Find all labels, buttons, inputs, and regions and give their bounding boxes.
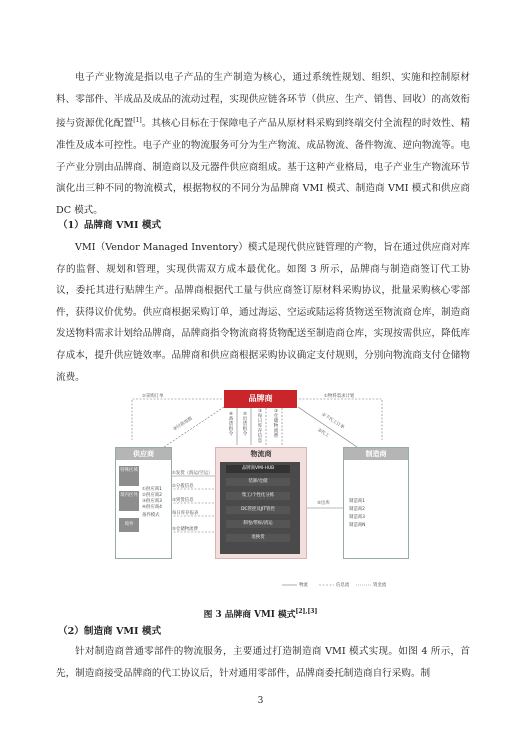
figure-caption [0, 607, 521, 620]
label-oem-order: ①下代工订单 [320, 412, 345, 431]
label-prep-instruction: ④备货指令 [228, 412, 234, 437]
paragraph-vmi: VMI（Vendor Managed Inventory）模式是现代供应链管理的产物，旨在通过供应商对库存的监督、规划和管理，实现供需双方成本最优化。如图 3 所示，品牌商与制造商签订代工协议，委托其进行贴牌生产。品牌商根据代工量与供应商签订原材料采购协议，批量采购核心零部件，获得议价优势。供应商根据采购订单，通过海运、空运或陆运将货物送至物流商仓库，制造商发送物料需求计划给品牌商，品牌商指令物流商将货物配送至制造商仓库，实现按需供应，降低库存成本，提升供应链效率。品牌商和供应商根据采购协议确定支付规则，分别向物流商支付仓储物流费。 [56, 242, 470, 383]
label-purchase-order: ②采购订单 [142, 394, 164, 399]
legend-logistics: 物流 [299, 583, 308, 588]
label-material-plan: ①物料需求计划 [324, 394, 355, 399]
flow-arrival: ③到货信息 [172, 498, 194, 503]
section-heading-mfr-vmi: （2）制造商 VMI 模式 [58, 626, 162, 637]
paragraph-mfr: 针对制造商普通零部件的物流服务，主要通过打造制造商 VMI 模式实现。如图 4 所示，首先，制造商接受品牌商的代工协议后，针对通用零部件，品牌商委托制造商自行采购。制 [56, 646, 470, 679]
supplier-spare-mode: 备件模式 [142, 513, 160, 518]
figure-brand-vmi [112, 385, 410, 592]
supplier-row-domestic: 境内区外 [119, 491, 139, 511]
caption-citation: [2],[3] [295, 608, 318, 616]
logistics-panel [220, 462, 300, 554]
legend-capital: 资金流 [373, 583, 387, 588]
flow-distribution: ②分拨信息 [172, 484, 194, 489]
manufacturer-3: 制造商3 [349, 515, 365, 520]
logistics-box [215, 447, 307, 559]
supplier-3: ③供应商3 [142, 499, 162, 504]
label-ship-instruction: ⑤出货指令 [242, 412, 248, 437]
logistics-item-hub: 品牌商VMI-HUB [226, 465, 290, 473]
label-payment-cycle: ③付款周期 [172, 416, 194, 433]
logistics-header: 物流商 [250, 450, 272, 458]
logistics-item-returns: 退换货 [226, 534, 290, 542]
logistics-item-warehouse: 装卸/仓储 [226, 478, 290, 486]
label-oem: ②代工 [316, 427, 330, 439]
logistics-item-label: 制卷/带标/清运 [226, 520, 290, 528]
supplier-row-overseas: 境外 [119, 518, 139, 532]
supplier-header: 供应商 [116, 448, 171, 460]
legend-info: 信息流 [336, 583, 350, 588]
label-daily-inventory: ③每日库存信息 [257, 409, 263, 444]
flow-storage-fee: ⑤仓储物流费 [172, 527, 198, 532]
manufacturer-box [343, 447, 409, 559]
supplier-row-special: 特殊区域 [119, 466, 139, 486]
figure-caption-text: 图 3 品牌商 VMI 模式 [203, 610, 296, 620]
section-heading-brand-vmi: （1）品牌商 VMI 模式 [58, 220, 162, 231]
flow-ship: ①发货（海运/空运） [172, 471, 213, 476]
logistics-item-sorting: 集工/个性化分拣 [226, 492, 290, 500]
page-number: 3 [257, 696, 264, 706]
paragraph-intro [56, 67, 470, 221]
brand-box: 品牌商 [224, 390, 297, 408]
citation: [1] [133, 117, 142, 125]
flow-daily-report: 每日库存报表 [172, 511, 199, 516]
supplier-4: ④供应商4 [142, 505, 162, 510]
supplier-1: ①供应商1 [142, 487, 162, 492]
supplier-2: ②供应商2 [142, 493, 162, 498]
supplier-box [115, 447, 172, 559]
label-storage-fee: ③仓储物流费 [273, 409, 279, 439]
manufacturer-n: 制造商N [349, 523, 366, 528]
manufacturer-header: 制造商 [344, 448, 408, 460]
manufacturer-2: 制造商2 [349, 507, 365, 512]
logistics-item-jit: DC管控及JIT管控 [226, 506, 290, 514]
paragraph-intro-tail: 。其核心目标在于保障电子产品从原材料采购到终端交付全流程的时效性、精准性及成本可控性。电子产业的物流服务可分为生产物流、成品物流、备件物流、逆向物流等。电子产业分别由品牌商、制造商以及元器件供应商组成。基于这种产业格局，电子产业生产物流环节演化出三种不同的物流模式，根据物权的不同分为品牌商 VMI 模式、制造商 VMI 模式和供应商 DC 模式。 [56, 118, 471, 216]
manufacturer-1: 制造商1 [349, 499, 365, 504]
paragraph-intro-text: 电子产业物流是指以电子产品的生产制造为核心，通过系统性规划、组织、实施和控制原材料、零部件、半成品及成品的流动过程，实现供应链各环节（供应、生产、销售、回收）的高效衔接与资源优化配置 [56, 72, 470, 130]
label-outbound: ⑤出库 [317, 501, 330, 506]
